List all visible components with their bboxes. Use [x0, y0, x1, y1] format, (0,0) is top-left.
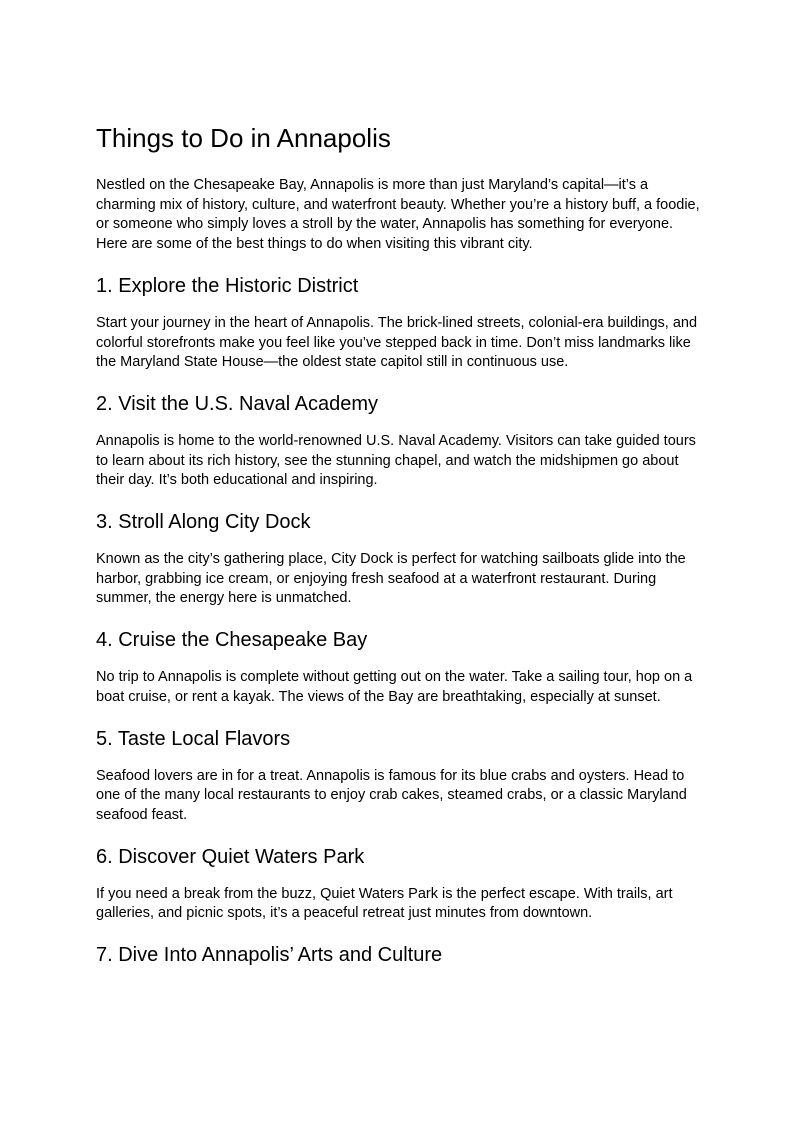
section-heading-3: 3. Stroll Along City Dock [96, 511, 311, 534]
section-body-6: If you need a break from the buzz, Quiet Waters Park is the perfect escape. With trails, art galleries, and picnic spots, it’s a peaceful retreat just minutes from downtown. [96, 885, 673, 922]
section-heading-5: 5. Taste Local Flavors [96, 727, 291, 750]
section-body-5: Seafood lovers are in for a treat. Annapolis is famous for its blue crabs and oysters. Head to one of the many local restaurants to enjoy crab cakes, steamed crabs, or a classic Maryland seafood feast. [96, 767, 687, 823]
section-heading-2: 2. Visit the U.S. Naval Academy [96, 392, 378, 415]
section-heading-4: 4. Cruise the Chesapeake Bay [96, 629, 368, 652]
document-title: Things to Do in Annapolis [96, 123, 391, 153]
document-page [96, 121, 701, 983]
section-body-4: No trip to Annapolis is complete without getting out on the water. Take a sailing tour, hop on a boat cruise, or rent a kayak. The views of the Bay are breathtaking, especially at sunset. [96, 669, 693, 705]
section-heading-1: 1. Explore the Historic District [96, 274, 359, 297]
section-body-3: Known as the city’s gathering place, City Dock is perfect for watching sailboats glide into the harbor, grabbing ice cream, or enjoying fresh seafood at a waterfront restaurant. During summer, the energy here is unmatched. [96, 551, 686, 607]
section-heading-7: 7. Dive Into Annapolis’ Arts and Culture [96, 944, 443, 967]
section-heading-6: 6. Discover Quiet Waters Park [96, 845, 365, 868]
section-body-1: Start your journey in the heart of Annapolis. The brick-lined streets, colonial-era buildings, and colorful storefronts make you feel like you’ve stepped back in time. Don’t miss landmarks like the Maryland State House—the oldest state capitol still in continuous use. [96, 314, 698, 371]
section-body-2: Annapolis is home to the world-renowned U.S. Naval Academy. Visitors can take guided tours to learn about its rich history, see the stunning chapel, and watch the midshipmen go about their day. It’s both educational and inspiring. [96, 432, 696, 489]
intro-paragraph: Nestled on the Chesapeake Bay, Annapolis is more than just Maryland’s capital—it’s a charming mix of history, culture, and waterfront beauty. Whether you’re a history buff, a foodie, or someone who simply loves a stroll by the water, Annapolis has something for everyone. Here are some of the best things to do when visiting this vibrant city. [96, 177, 700, 253]
